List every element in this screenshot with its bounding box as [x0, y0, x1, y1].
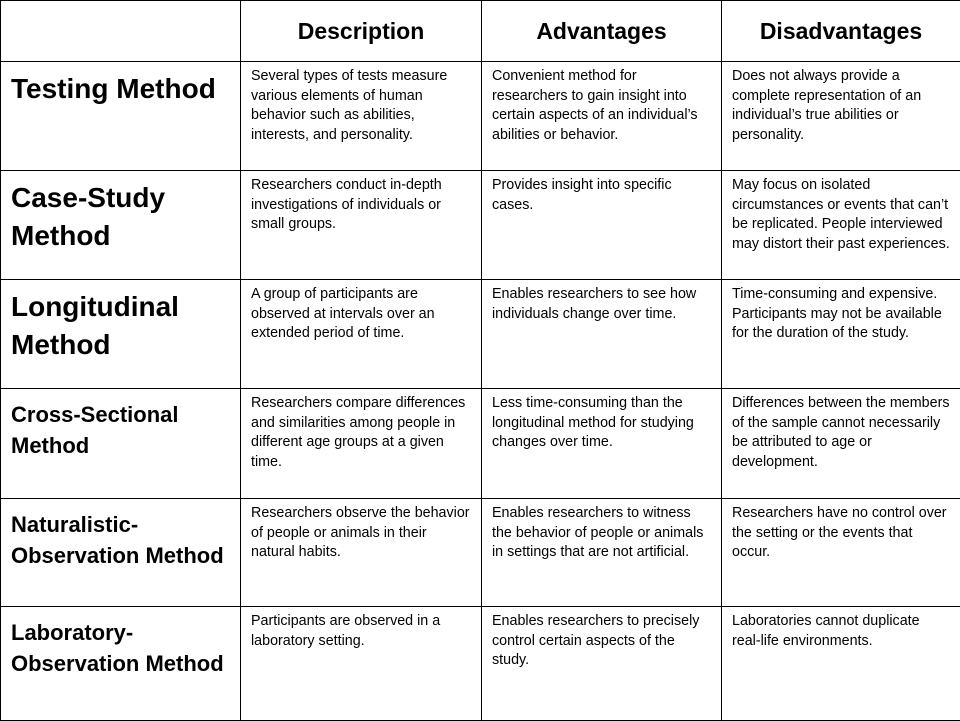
description-cell: Researchers conduct in-depth investigations of individuals or small groups.: [241, 171, 482, 280]
column-header-advantages: Advantages: [482, 1, 722, 62]
column-header-disadvantages: Disadvantages: [722, 1, 960, 62]
method-name: Cross-Sectional Method: [1, 389, 241, 499]
advantages-cell: Enables researchers to see how individuals change over time.: [482, 280, 722, 389]
description-cell: Researchers observe the behavior of people or animals in their natural habits.: [241, 499, 482, 607]
advantages-cell: Less time-consuming than the longitudinal method for studying changes over time.: [482, 389, 722, 499]
disadvantages-cell: Laboratories cannot duplicate real-life environments.: [722, 607, 960, 721]
description-cell: Several types of tests measure various elements of human behavior such as abilities, interests, and personality.: [241, 62, 482, 171]
corner-cell: [1, 1, 241, 62]
table-row: [1, 499, 960, 607]
table-row: [1, 280, 960, 389]
disadvantages-cell: Differences between the members of the sample cannot necessarily be attributed to age or development.: [722, 389, 960, 499]
disadvantages-cell: Time-consuming and expensive. Participants may not be available for the duration of the study.: [722, 280, 960, 389]
method-name: Naturalistic-Observation Method: [1, 499, 241, 607]
description-cell: A group of participants are observed at intervals over an extended period of time.: [241, 280, 482, 389]
table-row: [1, 62, 960, 171]
table-row: [1, 171, 960, 280]
method-name: Longitudinal Method: [1, 280, 241, 389]
disadvantages-cell: May focus on isolated circumstances or events that can’t be replicated. People interviewed may distort their past experiences.: [722, 171, 960, 280]
advantages-cell: Convenient method for researchers to gain insight into certain aspects of an individual’s abilities or behavior.: [482, 62, 722, 171]
description-cell: Participants are observed in a laboratory setting.: [241, 607, 482, 721]
description-cell: Researchers compare differences and similarities among people in different age groups at a given time.: [241, 389, 482, 499]
advantages-cell: Enables researchers to witness the behavior of people or animals in settings that are not artificial.: [482, 499, 722, 607]
table-row: [1, 607, 960, 721]
method-name: Testing Method: [1, 62, 241, 171]
column-header-description: Description: [241, 1, 482, 62]
disadvantages-cell: Researchers have no control over the setting or the events that occur.: [722, 499, 960, 607]
advantages-cell: Provides insight into specific cases.: [482, 171, 722, 280]
advantages-cell: Enables researchers to precisely control certain aspects of the study.: [482, 607, 722, 721]
table-row: [1, 389, 960, 499]
disadvantages-cell: Does not always provide a complete representation of an individual’s true abilities or personality.: [722, 62, 960, 171]
method-name: Laboratory-Observation Method: [1, 607, 241, 721]
table-header-row: [1, 1, 960, 62]
method-name: Case-Study Method: [1, 171, 241, 280]
